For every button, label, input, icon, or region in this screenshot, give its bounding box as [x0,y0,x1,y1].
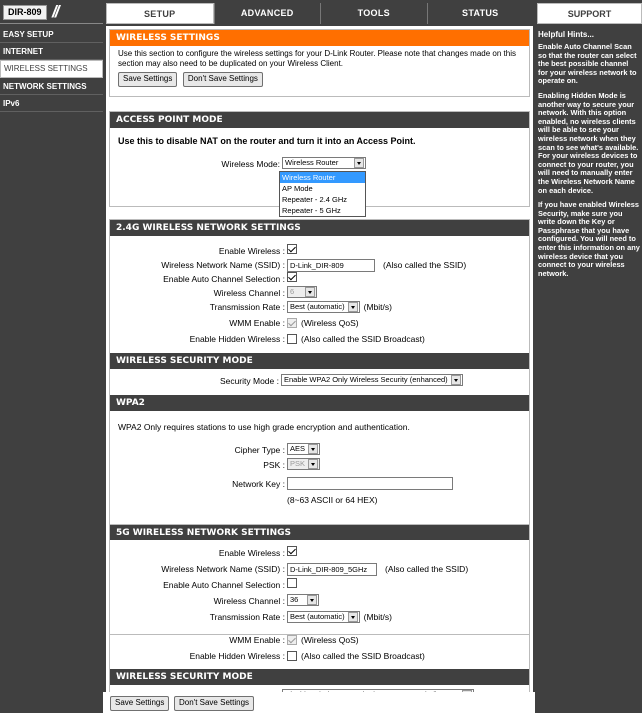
w24-enable-label: Enable Wireless : [218,246,285,256]
w24-hidden-note: (Also called the SSID Broadcast) [301,334,425,344]
ap-description: Use this to disable NAT on the router and turn it into an Access Point. [118,136,416,146]
sidebar [0,26,103,713]
sidebar-item-ipv6[interactable]: IPv6 [0,95,103,112]
w5-auto-checkbox[interactable] [287,578,297,588]
wireless-mode-label: Wireless Mode: [221,159,280,169]
w5-hidden-note: (Also called the SSID Broadcast) [301,651,425,661]
w24-enable-checkbox[interactable] [287,244,297,254]
w5-enable-checkbox[interactable] [287,546,297,556]
sec24-mode-select[interactable]: Enable WPA2 Only Wireless Security (enhanced) [281,374,463,386]
w24-ssid-label: Wireless Network Name (SSID) : [161,260,285,270]
cipher-label: Cipher Type : [234,445,285,455]
w5-rate-label: Transmission Rate : [209,612,285,622]
sec24-title: WIRELESS SECURITY MODE [110,353,529,369]
w5-hidden-label: Enable Hidden Wireless : [189,651,285,661]
hints-title: Helpful Hints... [538,30,594,39]
tab-advanced[interactable]: ADVANCED [214,3,321,24]
helpful-hints-panel [535,26,642,356]
w24-auto-label: Enable Auto Channel Selection : [163,274,285,284]
ap-title: ACCESS POINT MODE [110,112,529,128]
w5-wmm-checkbox[interactable] [287,635,297,645]
chevron-down-icon [451,375,461,385]
logo [0,0,103,24]
w24-ssid-input[interactable]: D-Link_DIR-809 [287,259,375,272]
w5-rate-select[interactable]: Best (automatic) [287,611,360,623]
chevron-down-icon [354,158,364,168]
hint-hidden-mode: Enabling Hidden Mode is another way to secure your network. With this option enabled, no wireless clients will be able to see your wireless network when they scan to see what's available. For your wireless devices to connect to your router, you will need to manually enter the Wireless Network Name on each device. [538,90,639,195]
tab-support[interactable]: SUPPORT [537,3,642,24]
w24-channel-select[interactable]: 6 [287,286,317,298]
wireless-5-tail [109,635,530,695]
w24-rate-label: Transmission Rate : [209,302,285,312]
sidebar-item-easy-setup[interactable]: EASY SETUP [0,26,103,43]
main-content [106,26,533,713]
w24-rate-unit: (Mbit/s) [363,302,392,312]
hint-security: If you have enabled Wireless Security, make sure you write down the Key or Passphrase that you have configured. You will need to enter this information on any wireless device that you connect to your wireless network. [538,200,640,278]
wireless-mode-option[interactable]: Repeater - 2.4 GHz [282,195,348,204]
sec5-title: WIRELESS SECURITY MODE [110,669,529,685]
logo-slashes: // [52,2,58,21]
w24-wmm-label: WMM Enable : [229,318,285,328]
wireless-mode-select[interactable]: Wireless Router [282,157,366,169]
chevron-down-icon [308,459,318,469]
dont-save-button-top[interactable]: Don't Save Settings [183,72,263,87]
w24-auto-checkbox[interactable] [287,272,297,282]
w5-wmm-label: WMM Enable : [229,635,285,645]
tab-status[interactable]: STATUS [427,3,534,24]
dont-save-button-bottom[interactable]: Don't Save Settings [174,696,254,711]
w5-auto-label: Enable Auto Channel Selection : [163,580,285,590]
save-settings-button-bottom[interactable]: Save Settings [110,696,169,711]
psk-label: PSK : [263,460,285,470]
w24-hidden-label: Enable Hidden Wireless : [189,334,285,344]
w5-channel-label: Wireless Channel : [213,596,285,606]
chevron-down-icon [305,287,315,297]
w24-ssid-note: (Also called the SSID) [383,260,467,270]
w24-rate-select[interactable]: Best (automatic) [287,301,360,313]
sidebar-item-internet[interactable]: INTERNET [0,43,103,60]
w5-hidden-checkbox[interactable] [287,651,297,661]
sec24-label: Security Mode : [219,376,279,386]
w5-ssid-label: Wireless Network Name (SSID) : [161,564,285,574]
chevron-down-icon [348,302,358,312]
sidebar-item-network-settings[interactable]: NETWORK SETTINGS [0,78,103,95]
chevron-down-icon [348,612,358,622]
wireless-mode-option[interactable]: AP Mode [282,184,313,193]
hint-auto-channel: Enable Auto Channel Scan so that the router can select the best possible channel for your wireless network to operate on. [538,42,637,86]
w5-ssid-input[interactable]: D-Link_DIR-809_5GHz [287,563,377,576]
w5-wmm-note: (Wireless QoS) [301,635,359,645]
wireless-mode-option[interactable]: Repeater - 5 GHz [282,206,341,215]
wpa2-text: WPA2 Only requires stations to use high grade encryption and authentication. [118,422,410,432]
network-key-label: Network Key : [232,479,285,489]
chevron-down-icon [308,444,318,454]
intro-title: WIRELESS SETTINGS [110,30,529,46]
w5-title: 5G WIRELESS NETWORK SETTINGS [110,524,529,540]
w24-wmm-note: (Wireless QoS) [301,318,359,328]
w5-channel-select[interactable]: 36 [287,594,319,606]
footer-bar [103,692,535,713]
w5-rate-unit: (Mbit/s) [363,612,392,622]
wireless-24-section [109,219,530,635]
wireless-mode-dropdown [279,171,366,217]
chevron-down-icon [307,595,317,605]
network-key-note: (8~63 ASCII or 64 HEX) [287,495,378,505]
tab-setup[interactable]: SETUP [106,3,214,24]
w24-channel-label: Wireless Channel : [213,288,285,298]
top-tabs [106,3,533,24]
wireless-mode-option[interactable]: Wireless Router [280,172,365,183]
sidebar-item-wireless-settings[interactable]: WIRELESS SETTINGS [0,60,103,78]
cipher-select[interactable]: AES [287,443,320,455]
save-settings-button-top[interactable]: Save Settings [118,72,177,87]
network-key-input[interactable] [287,477,453,490]
w24-title: 2.4G WIRELESS NETWORK SETTINGS [110,220,529,236]
psk-select[interactable]: PSK [287,458,320,470]
wpa2-title: WPA2 [110,395,529,411]
w5-enable-label: Enable Wireless : [218,548,285,558]
w24-wmm-checkbox[interactable] [287,318,297,328]
w24-hidden-checkbox[interactable] [287,334,297,344]
intro-text: Use this section to configure the wireless settings for your D-Link Router. Please note that changes made on this section may also need to be duplicated on your Wireless Client. [118,49,516,68]
tab-tools[interactable]: TOOLS [320,3,427,24]
model-badge: DIR-809 [3,5,47,20]
intro-section [109,29,530,97]
w5-ssid-note: (Also called the SSID) [385,564,469,574]
